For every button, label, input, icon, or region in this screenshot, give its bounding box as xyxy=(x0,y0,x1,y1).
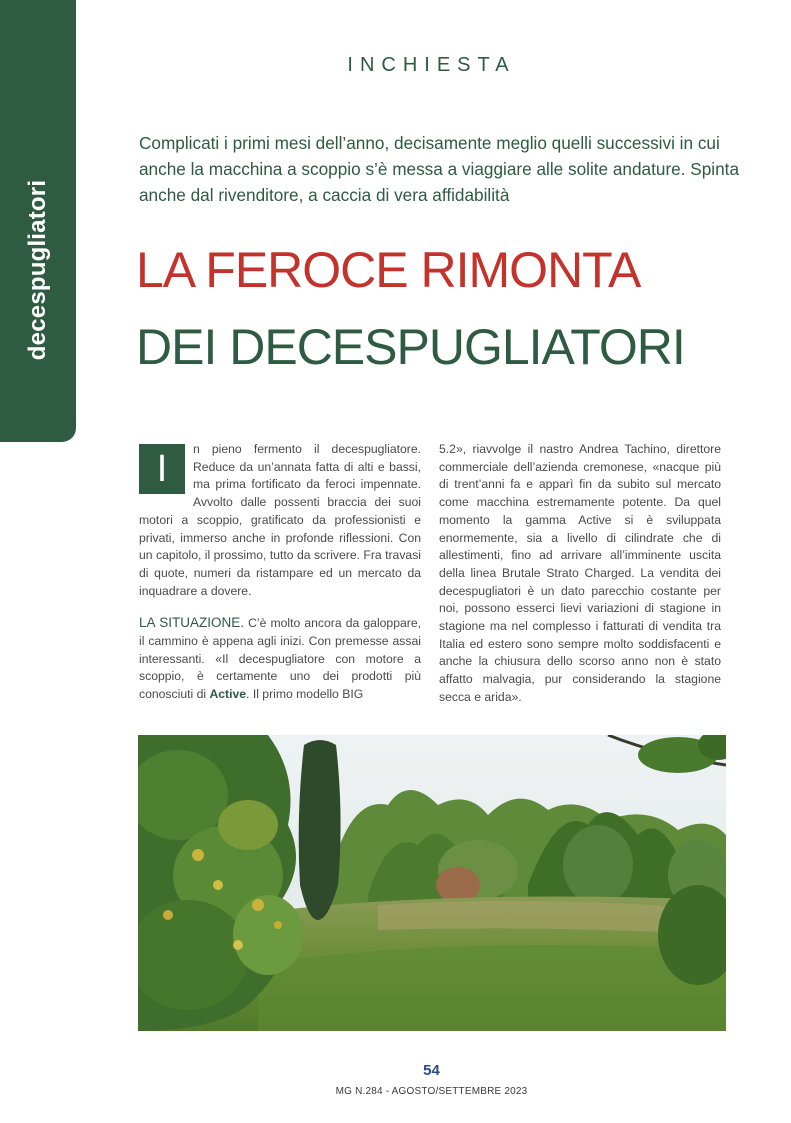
situation-text-2: . Il primo modello BIG xyxy=(246,687,364,702)
page-number: 54 xyxy=(423,1062,440,1079)
article-column-left xyxy=(139,441,421,704)
headline-line-2: DEI DECESPUGLIATORI xyxy=(136,319,685,375)
headline-line-1: LA FEROCE RIMONTA xyxy=(136,242,641,298)
brand-name: Active xyxy=(209,687,247,702)
article-subtitle: Complicati i primi mesi dell’anno, decisamente meglio quelli successivi in cui anche la macchina a scoppio s’è messa a viaggiare alle solite andature. Spinta anche dal rivenditore, a caccia di vera affidabilità xyxy=(139,133,740,205)
intro-text: n pieno fermento il decespugliatore. Reduce da un’annata fatta di alti e bassi, ma prima fortificato da feroci impennate. Avvolto dalle possenti braccia dei suoi motori a scoppio, gratificato da professionisti e privati, immerso anche in profonde riflessioni. Con un capitolo, il prossimo, tutto da scrivere. Fra travasi di quote, numeri da ristampare ed un mercato da inquadrare a dovere. xyxy=(139,442,421,598)
garden-photo-illustration xyxy=(138,735,726,1031)
drop-cap: I xyxy=(139,444,185,494)
right-column-text: 5.2», riavvolge il nastro Andrea Tachino, direttore commerciale dell’azienda cremonese, «nacque più di trent’anni fa e apparì fin da subito sul mercato come macchina estremamente potente. Da quel momento la gamma Active si è sviluppata enormemente, sia a livello di cilindrate che di allestimenti, fino ad arrivare all’imminente uscita della linea Brutale Strato Charged. La vendita dei decespugliatori è un dato parecchio costante per noi, possono esserci lievi variazioni di stagione in stagione ma nel complesso i fatturati di vendita tra Italia ed estero sono sempre molto soddisfacenti e anche la chiusura dello scorso anno non è stato affatto malvagia, pur considerando la stagione secca e arida». xyxy=(439,442,721,704)
situation-paragraph xyxy=(139,614,421,704)
section-heading: LA SITUAZIONE. xyxy=(139,615,244,631)
situation-text-1: C’è molto ancora da galoppare, il cammino è appena agli inizi. Con premesse assai interessanti. «Il decespugliatore con motore a scoppio, è certamente uno dei prodotti più conosciuti di xyxy=(139,616,421,702)
side-tab-label: decespugliatori xyxy=(24,179,51,361)
intro-paragraph xyxy=(139,441,421,600)
article-column-right xyxy=(439,441,721,707)
issue-info: MG N.284 - AGOSTO/SETTEMBRE 2023 xyxy=(335,1086,528,1097)
garden-photo xyxy=(138,735,726,1031)
section-title: INCHIESTA xyxy=(347,54,516,76)
